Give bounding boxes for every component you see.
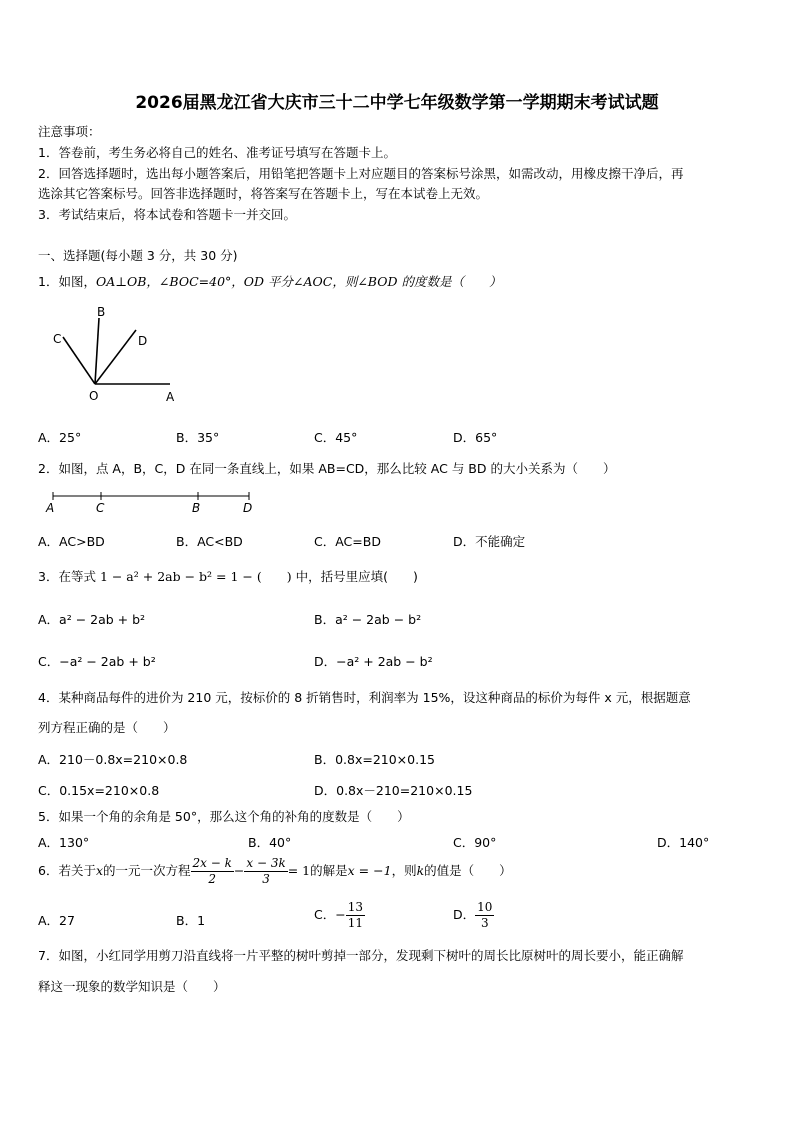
question-3-post: 中，括号里应填( ) [295,569,418,584]
option-a: A．AC>BD [38,534,105,549]
option-d [453,900,494,931]
option-c-numerator: 13 [347,900,363,914]
option-c: C．90° [453,835,497,850]
variable-k: k [416,863,425,878]
label-c: C [96,501,105,515]
label-d: D [243,501,253,515]
question-6-mid2: 的解是 [310,863,348,878]
fraction-2-denominator: 3 [262,872,270,886]
question-6-post: 的值是（ ） [424,863,512,878]
question-6-mid: 的一元一次方程 [103,863,191,878]
ray-oc [63,337,95,384]
option-d: D．140° [657,835,710,850]
label-a: A [46,501,55,515]
fraction-1-denominator: 2 [208,872,217,886]
section-heading: 一、选择题(每小题 3 分，共 30 分) [38,248,238,263]
notice-item: 2．回答选择题时，选出每小题答案后，用铅笔把答题卡上对应题目的答案标号涂黑，如需改动，用橡皮擦干净后，再 [38,166,684,181]
variable-x: x [95,863,104,878]
notice-item: 3．考试结束后，将本试卷和答题卡一并交回。 [38,207,296,222]
option-b: B．35° [176,430,220,445]
option-b: B．AC<BD [176,534,243,549]
label-d: D [138,334,148,348]
option-a: A．210－0.8x=210×0.8 [38,752,188,767]
label-c: C [53,332,62,346]
minus-sign: − [233,863,245,878]
question-4-stem-cont: 列方程正确的是（ ） [38,720,176,735]
question-6-stem [38,856,512,887]
label-o: O [89,389,99,403]
option-d: D．不能确定 [453,534,526,549]
fraction-2 [244,856,287,887]
equation: 1 − a² + 2ab − b² = 1 − ( ) [99,569,292,584]
option-d-fraction [475,900,494,931]
question-7-stem: 7．如图，小红同学用剪刀沿直线将一片平整的树叶剪掉一部分，发现剩下树叶的周长比原树叶的周长要小，能正确解 [38,948,684,963]
fraction-2-numerator: x − 3k [246,856,286,870]
equals-one: = 1 [287,863,311,878]
label-b: B [192,501,201,515]
option-c-fraction [346,900,365,931]
question-7-stem-cont: 释这一现象的数学知识是（ ） [38,979,226,994]
option-a: A．27 [38,913,75,928]
option-c-sign: − [335,907,346,922]
option-b: B．1 [176,913,206,928]
option-d: D．65° [453,430,498,445]
ray-od [95,330,136,384]
question-4-stem: 4．某种商品每件的进价为 210 元，按标价的 8 折销售时，利润率为 15%，设这种商品的标价为每件 x 元，根据题意 [38,690,691,705]
question-3-pre: 3．在等式 [38,569,96,584]
option-b: B．a² − 2ab − b² [314,612,422,627]
option-c [314,900,365,931]
solution: x = −1 [347,863,392,878]
angle-figure [40,300,190,405]
question-5-stem: 5．如果一个角的余角是 50°，那么这个角的补角的度数是（ ） [38,809,410,824]
ray-ob [95,318,99,384]
option-d: D．−a² + 2ab − b² [314,654,433,669]
question-number: 1． [38,274,59,289]
option-a: A．a² − 2ab + b² [38,612,146,627]
option-d-numerator: 10 [477,900,493,914]
line-figure [40,487,265,517]
option-a: A．25° [38,430,82,445]
option-c: C．AC=BD [314,534,381,549]
option-d-denominator: 3 [480,916,489,930]
option-c-denominator: 11 [347,916,363,930]
option-c: C．−a² − 2ab + b² [38,654,156,669]
question-6-pre: 6．若关于 [38,863,96,878]
option-d: D．0.8x－210=210×0.15 [314,783,473,798]
notice-heading: 注意事项： [38,124,101,139]
fraction-1 [191,856,234,887]
notice-item: 选涂其它答案标号。回答非选择题时，将答案写在答题卡上，写在本试卷上无效。 [38,186,489,201]
label-b: B [97,305,106,319]
fraction-1-numerator: 2x − k [192,856,232,870]
notice-item: 1．答卷前，考生务必将自己的姓名、准考证号填写在答题卡上。 [38,145,396,160]
question-1-stem [38,272,501,290]
page-title: 2026届黑龙江省大庆市三十二中学七年级数学第一学期期末考试试题 [135,93,659,113]
option-c: C．45° [314,430,358,445]
question-3-stem [38,567,418,585]
option-b: B．40° [248,835,292,850]
option-b: B．0.8x=210×0.15 [314,752,435,767]
option-c-label: C． [314,907,336,922]
question-1-pre: 如图， [58,274,96,289]
option-c: C．0.15x=210×0.8 [38,783,160,798]
question-6-mid3: ，则 [391,863,417,878]
question-2-stem: 2．如图，点 A，B，C，D 在同一条直线上，如果 AB=CD，那么比较 AC 与 BD 的大小关系为（ ） [38,461,616,476]
option-d-label: D． [453,907,476,922]
option-a: A．130° [38,835,90,850]
label-a: A [166,390,175,404]
question-1-text: OA⊥OB，∠BOC=40°，OD 平分∠AOC，则∠BOD 的度数是（ ） [95,274,502,289]
